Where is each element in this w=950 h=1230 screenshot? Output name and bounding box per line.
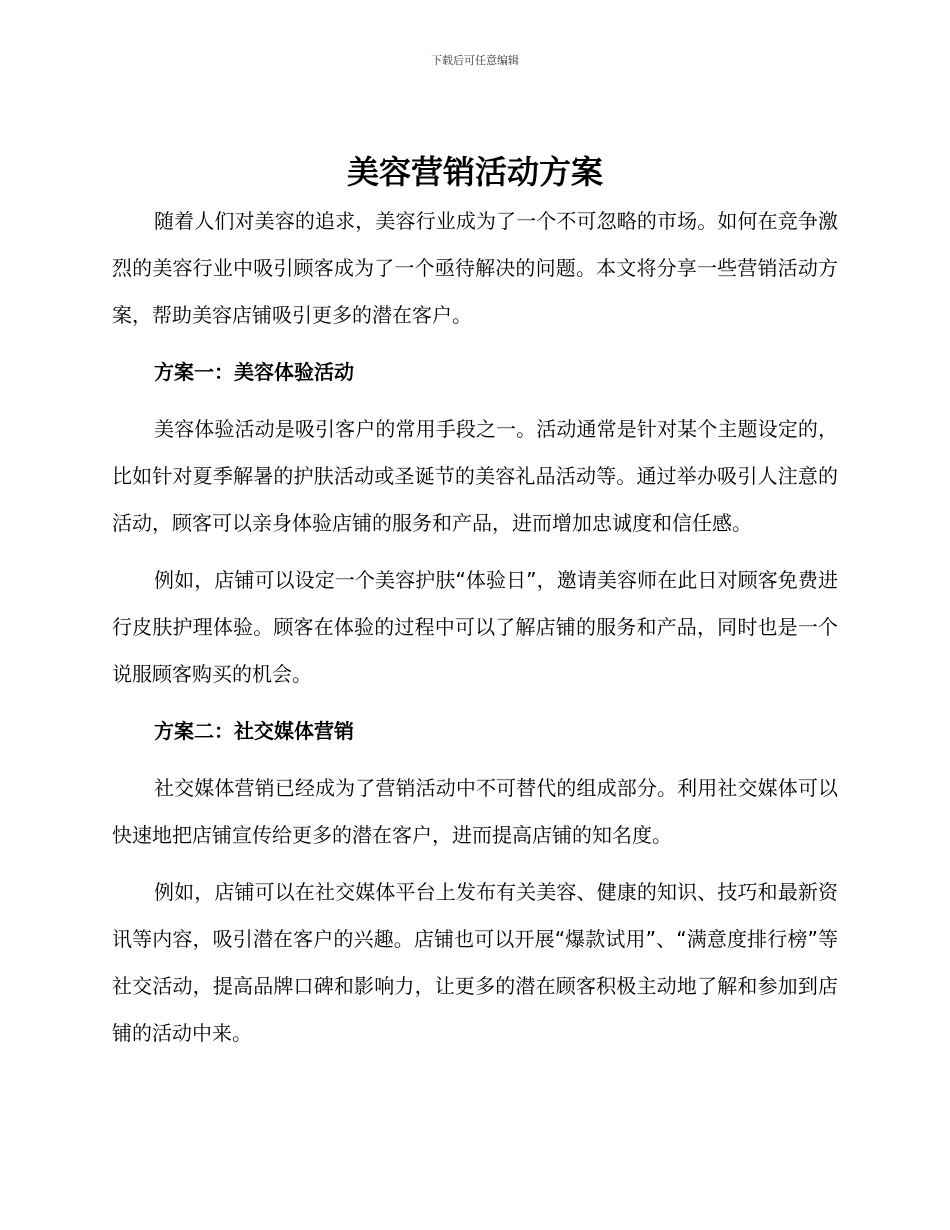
document-body: [112, 198, 838, 1067]
header-note: 下载后可任意编辑: [431, 54, 519, 67]
section2-paragraph-2: 例如，店铺可以在社交媒体平台上发布有关美容、健康的知识、技巧和最新资讯等内容，吸引潜在客户的兴趣。店铺也可以开展“爆款试用”、“满意度排行榜”等社交活动，提高品牌口碑和影响力，让更多的潜在顾客积极主动地了解和参加到店铺的活动中来。: [112, 880, 838, 1045]
section1-paragraph-2: 例如，店铺可以设定一个美容护肤“体验日”，邀请美容师在此日对顾客免费进行皮肤护理体验。顾客在体验的过程中可以了解店铺的服务和产品，同时也是一个说服顾客购买的机会。: [112, 568, 838, 686]
section2-paragraph-1: 社交媒体营销已经成为了营销活动中不可替代的组成部分。利用社交媒体可以快速地把店铺宣传给更多的潜在客户，进而提高店铺的知名度。: [112, 776, 838, 847]
section2-heading: 方案二：社交媒体营销: [154, 719, 354, 743]
section1-paragraph-1: 美容体验活动是吸引客户的常用手段之一。活动通常是针对某个主题设定的，比如针对夏季解暑的护肤活动或圣诞节的美容礼品活动等。通过举办吸引人注意的活动，顾客可以亲身体验店铺的服务和产品，进而增加忠诚度和信任感。: [112, 417, 838, 535]
section1-heading: 方案一：美容体验活动: [154, 360, 354, 384]
document-title: 美容营销活动方案: [346, 153, 603, 191]
intro-paragraph: 随着人们对美容的追求，美容行业成为了一个不可忽略的市场。如何在竞争激烈的美容行业中吸引顾客成为了一个亟待解决的问题。本文将分享一些营销活动方案，帮助美容店铺吸引更多的潜在客户。: [112, 209, 838, 327]
